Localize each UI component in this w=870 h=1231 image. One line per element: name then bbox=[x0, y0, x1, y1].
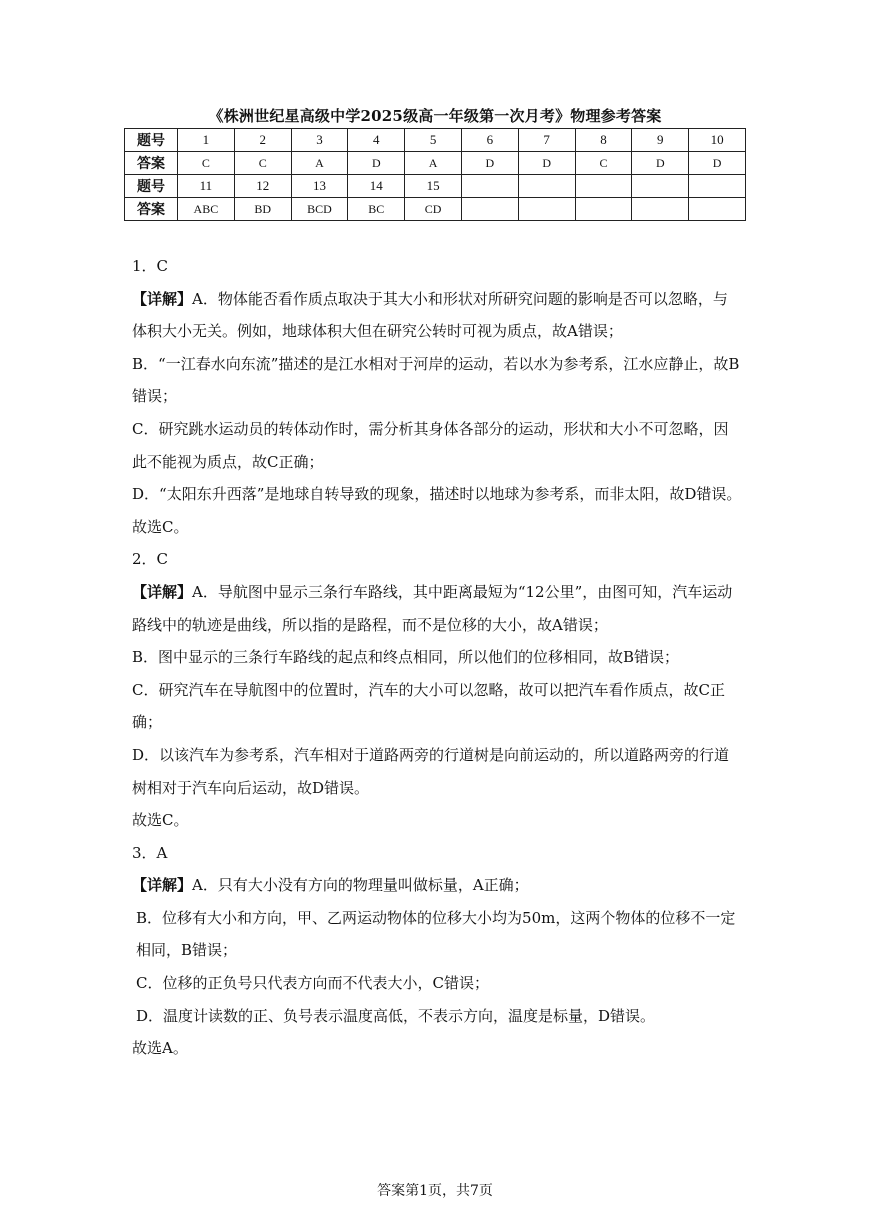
option-b-explanation: B．“一江春水向东流”描述的是江水相对于河岸的运动，若以水为参考系，江水应静止，故B错误； bbox=[132, 354, 740, 406]
table-cell: 8 bbox=[575, 129, 632, 152]
detail-label: 【详解】 bbox=[132, 289, 193, 308]
table-cell: 3 bbox=[291, 129, 348, 152]
table-cell: 1 bbox=[178, 129, 235, 152]
table-cell: D bbox=[461, 152, 518, 175]
table-cell: 12 bbox=[234, 175, 291, 198]
table-cell: BC bbox=[348, 198, 405, 221]
table-cell: 4 bbox=[348, 129, 405, 152]
option-a-explanation bbox=[132, 283, 742, 348]
table-cell: BD bbox=[234, 198, 291, 221]
table-cell bbox=[689, 175, 746, 198]
table-cell: D bbox=[632, 152, 689, 175]
conclusion: 故选A。 bbox=[132, 1039, 188, 1058]
table-row bbox=[125, 198, 746, 221]
table-cell: BCD bbox=[291, 198, 348, 221]
table-cell: 10 bbox=[689, 129, 746, 152]
table-cell: CD bbox=[405, 198, 462, 221]
option-c-explanation: C．研究跳水运动员的转体动作时，需分析其身体各部分的运动，形状和大小不可忽略，因此不能视为质点，故C正确； bbox=[132, 419, 729, 471]
detail-label: 【详解】 bbox=[132, 582, 193, 601]
question-header: 1．C bbox=[132, 257, 169, 275]
conclusion: 故选C。 bbox=[132, 517, 189, 536]
option-b-explanation: B．位移有大小和方向，甲、乙两运动物体的位移大小均为50m，这两个物体的位移不一定相同，B错误； bbox=[136, 908, 736, 960]
row-label: 答案 bbox=[125, 198, 178, 221]
table-cell: 14 bbox=[348, 175, 405, 198]
row-label: 答案 bbox=[125, 152, 178, 175]
table-cell bbox=[518, 175, 575, 198]
option-d-explanation: D．“太阳东升西落”是地球自转导致的现象，描述时以地球为参考系，而非太阳，故D错误。 bbox=[132, 485, 742, 504]
table-cell bbox=[518, 198, 575, 221]
option-a-text: A．导航图中显示三条行车路线，其中距离最短为“12公里”，由图可知，汽车运动路线中的轨迹是曲线，所以指的是路程，而不是位移的大小，故A错误； bbox=[132, 582, 733, 634]
table-cell: C bbox=[178, 152, 235, 175]
detail-label: 【详解】 bbox=[132, 876, 193, 895]
row-label: 题号 bbox=[125, 175, 178, 198]
table-cell: C bbox=[234, 152, 291, 175]
table-cell: 2 bbox=[234, 129, 291, 152]
table-cell bbox=[575, 175, 632, 198]
table-cell: 11 bbox=[178, 175, 235, 198]
table-cell: 7 bbox=[518, 129, 575, 152]
table-cell: A bbox=[291, 152, 348, 175]
table-cell: D bbox=[518, 152, 575, 175]
table-cell: C bbox=[575, 152, 632, 175]
table-cell bbox=[461, 175, 518, 198]
table-cell: 5 bbox=[405, 129, 462, 152]
answer-explanations bbox=[132, 250, 742, 1065]
option-a-text: A．只有大小没有方向的物理量叫做标量，A正确； bbox=[192, 876, 529, 895]
table-cell: D bbox=[348, 152, 405, 175]
table-cell: 13 bbox=[291, 175, 348, 198]
table-cell bbox=[632, 198, 689, 221]
question-header: 2．C bbox=[132, 550, 169, 569]
table-cell: A bbox=[405, 152, 462, 175]
table-cell: 9 bbox=[632, 129, 689, 152]
table-cell bbox=[689, 198, 746, 221]
table-row bbox=[125, 175, 746, 198]
option-d-explanation: D．以该汽车为参考系，汽车相对于道路两旁的行道树是向前运动的，所以道路两旁的行道树相对于汽车向后运动，故D错误。 bbox=[132, 745, 730, 797]
table-cell: 6 bbox=[461, 129, 518, 152]
row-label: 题号 bbox=[125, 129, 178, 152]
answer-table bbox=[124, 128, 746, 221]
question-header: 3．A bbox=[132, 843, 168, 862]
option-a-text: A．物体能否看作质点取决于其大小和形状对所研究问题的影响是否可以忽略，与体积大小无关。例如，地球体积大但在研究公转时可视为质点，故A错误； bbox=[132, 289, 728, 341]
document-title: 《株洲世纪星高级中学2025级高一年级第一次月考》物理参考答案 bbox=[208, 107, 662, 125]
option-a-explanation bbox=[132, 869, 742, 902]
option-c-explanation: C．研究汽车在导航图中的位置时，汽车的大小可以忽略，故可以把汽车看作质点，故C正确； bbox=[132, 680, 725, 732]
page-footer: 答案第1页，共7页 bbox=[377, 1183, 493, 1199]
table-cell: 15 bbox=[405, 175, 462, 198]
table-cell bbox=[461, 198, 518, 221]
table-cell: D bbox=[689, 152, 746, 175]
option-a-explanation bbox=[132, 576, 742, 641]
table-cell bbox=[575, 198, 632, 221]
option-b-explanation: B．图中显示的三条行车路线的起点和终点相同，所以他们的位移相同，故B错误； bbox=[132, 648, 680, 667]
table-cell: ABC bbox=[178, 198, 235, 221]
table-row bbox=[125, 152, 746, 175]
table-cell bbox=[632, 175, 689, 198]
option-d-explanation: D．温度计读数的正、负号表示温度高低，不表示方向，温度是标量，D错误。 bbox=[136, 1006, 656, 1025]
table-row bbox=[125, 129, 746, 152]
option-c-explanation: C．位移的正负号只代表方向而不代表大小，C错误； bbox=[136, 974, 489, 993]
conclusion: 故选C。 bbox=[132, 811, 189, 830]
